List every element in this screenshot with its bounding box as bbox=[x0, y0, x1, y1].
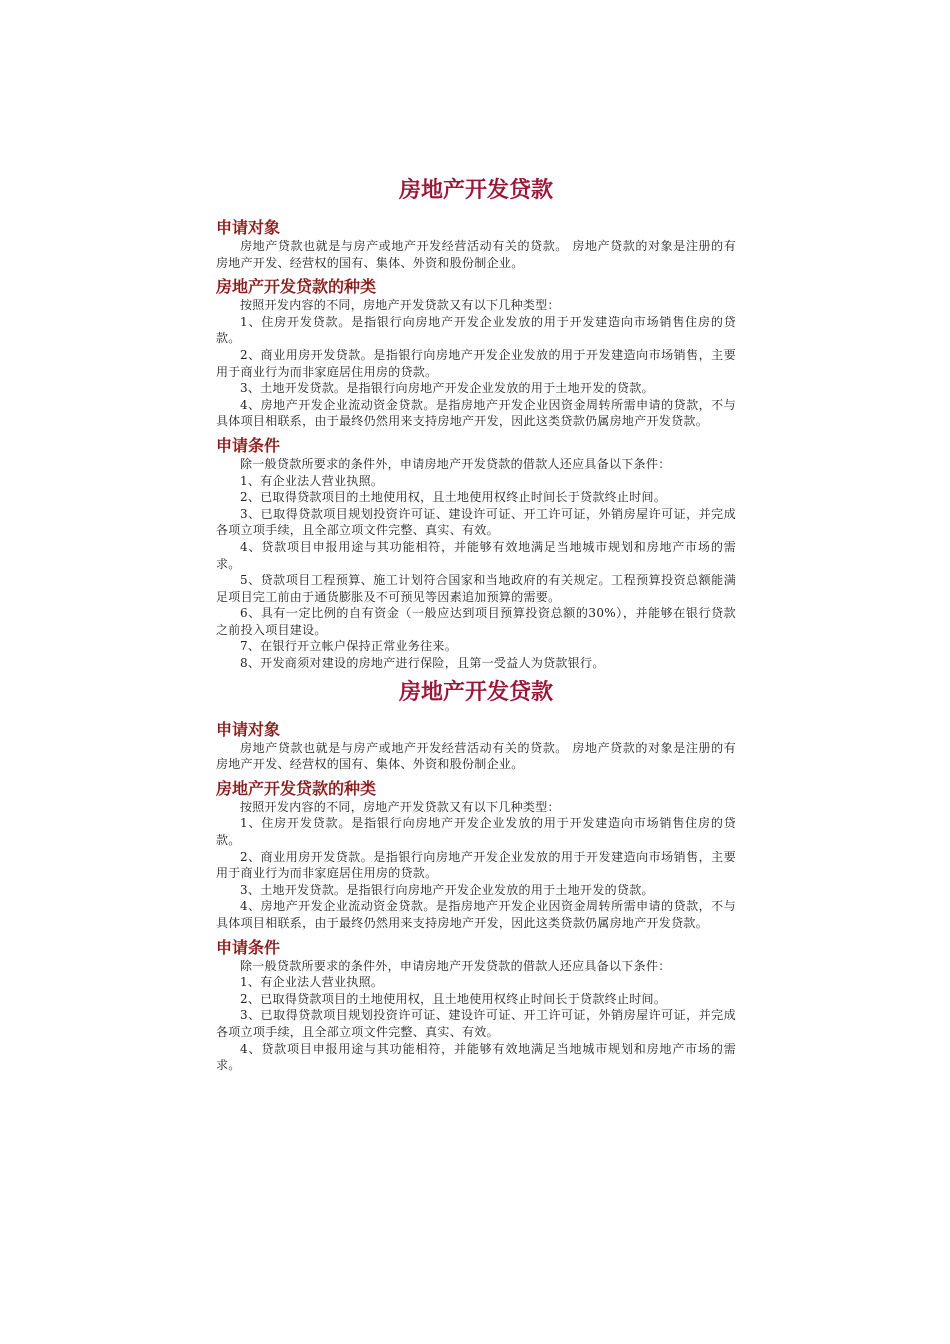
document-block bbox=[216, 678, 736, 1074]
document-section bbox=[216, 779, 736, 932]
section-heading: 申请对象 bbox=[216, 719, 281, 739]
section-heading: 申请条件 bbox=[216, 435, 281, 455]
document-section bbox=[216, 277, 736, 430]
section-paragraph: 1、住房开发贷款。是指银行向房地产开发企业发放的用于开发建造向市场销售住房的贷款。 bbox=[216, 816, 736, 848]
section-paragraph: 2、已取得贷款项目的土地使用权，且土地使用权终止时间长于贷款终止时间。 bbox=[240, 490, 667, 505]
section-paragraph: 房地产贷款也就是与房产或地产开发经营活动有关的贷款。 房地产贷款的对象是注册的有房地产开发、经营权的国有、集体、外资和股份制企业。 bbox=[216, 239, 736, 270]
section-paragraph: 3、已取得贷款项目规划投资许可证、建设许可证、开工许可证，外销房屋许可证，并完成各项立项手续，且全部立项文件完整、真实、有效。 bbox=[216, 1008, 736, 1039]
section-paragraph: 1、有企业法人营业执照。 bbox=[240, 473, 384, 488]
document-section bbox=[216, 436, 736, 672]
document-block bbox=[216, 176, 736, 672]
section-paragraph: 4、贷款项目申报用途与其功能相符，并能够有效地满足当地城市规划和房地产市场的需求。 bbox=[216, 1041, 736, 1073]
document-title: 房地产开发贷款 bbox=[398, 679, 553, 705]
section-paragraph: 除一般贷款所要求的条件外，申请房地产开发贷款的借款人还应具备以下条件： bbox=[240, 456, 671, 471]
section-paragraph: 3、土地开发贷款。是指银行向房地产开发企业发放的用于土地开发的贷款。 bbox=[240, 882, 654, 897]
section-paragraph: 按照开发内容的不同，房地产开发贷款又有以下几种类型： bbox=[240, 799, 560, 814]
document-title: 房地产开发贷款 bbox=[398, 178, 553, 203]
section-paragraph: 除一般贷款所要求的条件外，申请房地产开发贷款的借款人还应具备以下条件： bbox=[240, 958, 671, 973]
section-paragraph: 1、住房开发贷款。是指银行向房地产开发企业发放的用于开发建造向市场销售住房的贷款。 bbox=[216, 314, 736, 346]
section-paragraph: 8、开发商须对建设的房地产进行保险，且第一受益人为贷款银行。 bbox=[240, 656, 605, 671]
document-section bbox=[216, 938, 736, 1074]
section-paragraph: 5、贷款项目工程预算、施工计划符合国家和当地政府的有关规定。工程预算投资总额能满足项目完工前由于通货膨胀及不可预见等因素追加预算的需要。 bbox=[216, 573, 736, 604]
section-paragraph: 房地产贷款也就是与房产或地产开发经营活动有关的贷款。 房地产贷款的对象是注册的有房地产开发、经营权的国有、集体、外资和股份制企业。 bbox=[216, 740, 736, 772]
section-paragraph: 4、贷款项目申报用途与其功能相符，并能够有效地满足当地城市规划和房地产市场的需求。 bbox=[216, 539, 736, 571]
section-heading: 申请对象 bbox=[216, 218, 281, 237]
section-heading: 申请条件 bbox=[216, 937, 281, 957]
section-paragraph: 4、房地产开发企业流动资金贷款。是指房地产开发企业因资金周转所需申请的贷款，不与具体项目相联系，由于最终仍然用来支持房地产开发，因此这类贷款仍属房地产开发贷款。 bbox=[216, 397, 736, 429]
document-page bbox=[216, 176, 736, 1080]
section-heading: 房地产开发贷款的种类 bbox=[216, 277, 377, 297]
section-paragraph: 4、房地产开发企业流动资金贷款。是指房地产开发企业因资金周转所需申请的贷款，不与具体项目相联系，由于最终仍然用来支持房地产开发，因此这类贷款仍属房地产开发贷款。 bbox=[216, 899, 736, 930]
section-paragraph: 1、有企业法人营业执照。 bbox=[240, 975, 384, 990]
section-paragraph: 2、商业用房开发贷款。是指银行向房地产开发企业发放的用于开发建造向市场销售，主要用于商业行为而非家庭居住用房的贷款。 bbox=[216, 849, 736, 881]
section-paragraph: 按照开发内容的不同，房地产开发贷款又有以下几种类型： bbox=[240, 298, 560, 313]
section-heading: 房地产开发贷款的种类 bbox=[216, 778, 377, 798]
section-paragraph: 7、在银行开立帐户保持正常业务往来。 bbox=[240, 639, 458, 654]
section-paragraph: 3、土地开发贷款。是指银行向房地产开发企业发放的用于土地开发的贷款。 bbox=[240, 381, 654, 396]
section-paragraph: 2、商业用房开发贷款。是指银行向房地产开发企业发放的用于开发建造向市场销售，主要用于商业行为而非家庭居住用房的贷款。 bbox=[216, 347, 736, 379]
document-section bbox=[216, 720, 736, 773]
section-paragraph: 6、具有一定比例的自有资金（一般应达到项目预算投资总额的30%），并能够在银行贷款之前投入项目建设。 bbox=[216, 606, 736, 637]
section-paragraph: 2、已取得贷款项目的土地使用权，且土地使用权终止时间长于贷款终止时间。 bbox=[240, 991, 667, 1006]
section-paragraph: 3、已取得贷款项目规划投资许可证、建设许可证、开工许可证，外销房屋许可证，并完成各项立项手续，且全部立项文件完整、真实、有效。 bbox=[216, 506, 736, 538]
document-section bbox=[216, 218, 736, 271]
